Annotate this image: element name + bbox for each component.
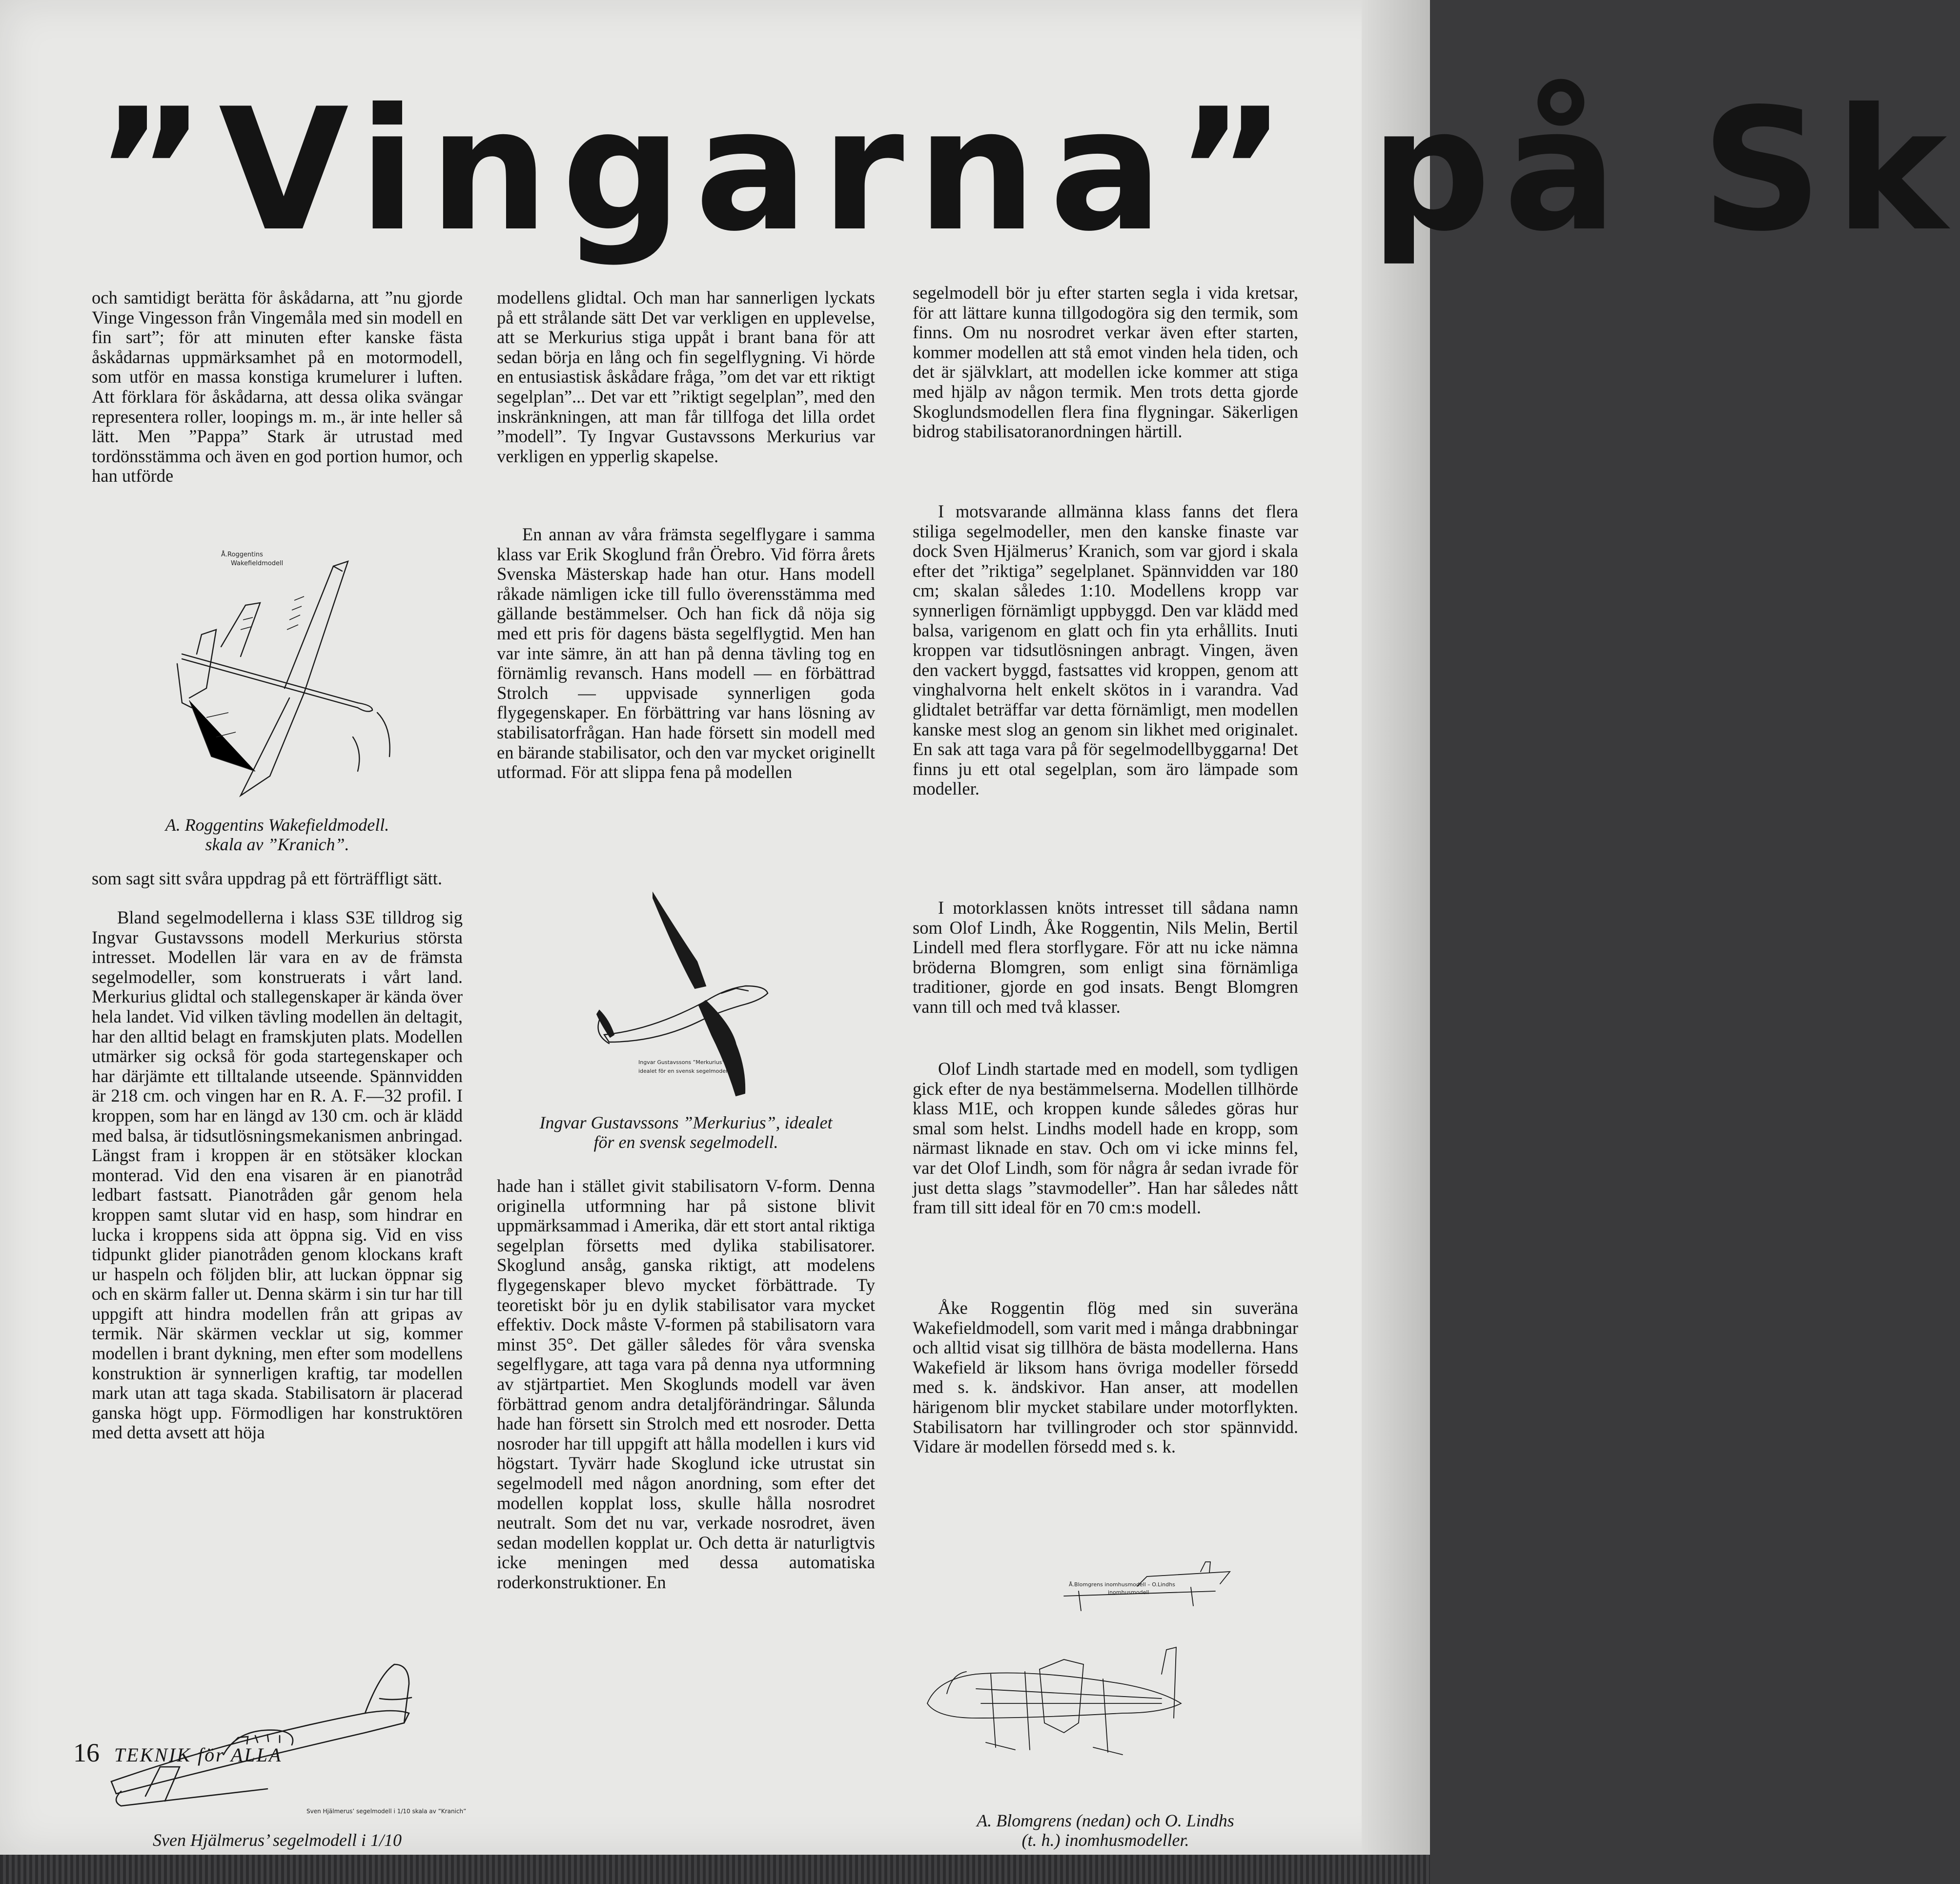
roggentin-wakefield-sketch: [143, 542, 426, 800]
merkurius-segelmodell-sketch: [580, 888, 795, 1103]
figure-caption-line: för en svensk segelmodell.: [593, 1132, 778, 1152]
paragraph: I motsvarande allmänna klass fanns det flera stiliga segelmodeller, men den kanske finaste var dock Sven Hjälmerus’ Kranich, som var gjord i skala efter det ”riktiga” segelplanet. Spännvidden var 180 cm; skalan således 1:10. Modellens kropp var synnerligen förnämligt uppbyggd. Den var klädd med balsa, varigenom en glatt och fin yta erhållits. Inuti kroppen var tidsutlösningen anbragt. Vingen, även den vackert byggd, fastsattes vid kroppen, genom att vinghalvorna helt enkelt skötos in i varandra. Vad glidtalet beträffar var detta förnämligt, men modellen kanske mest slog an genom sin likhet med originalet. En sak att taga vara på för segelmodellbyggarna! Det finns ju ett otal segelplan, som äro lämpade som modeller.: [913, 501, 1298, 799]
headline: ”Vingarna” på Sk: [95, 73, 1960, 268]
figure-caption-line: skala av ”Kranich”.: [205, 835, 349, 854]
page-footer: [73, 1738, 282, 1767]
paragraph: Bland segelmodellerna i klass S3E tilldrog sig Ingvar Gustavssons modell Merkurius största intresset. Modellen lär vara en av de främsta segelmodeller, som konstruerats i vårt land. Merkurius glidtal och stallegenskaper är kända över hela landet. Vid vilken tävling modellen än deltagit, har den alltid belagt en framskjuten plats. Modellen utmärker sig också för goda startegenskaper och har därjämte ett tilltalande utseende. Spännvidden är 218 cm. och vingen har en R. A. F.—32 profil. I kroppen, som har en längd av 130 cm. och är klädd med balsa, är tidsutlösningsmekanismen anbringad. Längst fram i kroppen är en stötsäker klockan monterad. Vid den ena visaren är en pianotråd ledbart fastsatt. Pianotråden går genom hela kroppen samt slutar vid en hasp, som hindrar en lucka i kroppens sida att öppna sig. Vid en viss tidpunkt glider pianotråden genom klockans kraft ur haspeln och följden blir, att luckan öppnar sig och en skärm faller ut. Denna skärm i sin tur har till uppgift att hindra modellen från att gripas av termik. När skärmen vecklar ut sig, kommer modellen i brant dykning, men efter som modellens konstruktion är synnerligen kraftig, tar modellen mark utan att taga skada. Stabilisatorn är placerad ganska högt upp. Förmodligen har konstruktören med detta avsett att höja: [92, 907, 463, 1443]
magazine-name: TEKNIK för ALLA: [114, 1744, 283, 1766]
figure-caption-line: A. Blomgrens (nedan) och O. Lindhs: [977, 1811, 1234, 1830]
figure-caption-line: A. Roggentins Wakefieldmodell.: [165, 815, 389, 835]
sketch-label: Sven Hjälmerus’ segelmodell i 1/10 skala av ”Kranich”: [306, 1808, 467, 1815]
figure-caption-line: (t. h.) inomhusmodeller.: [1021, 1830, 1189, 1850]
paragraph: modellens glidtal. Och man har sannerligen lyckats på ett strålande sätt Det var verkligen en upplevelse, att se Merkurius stiga uppåt i brant bana för att sedan börja en lång och fin segelflygning. Vi hörde en entusiastisk åskådare fråga, ”om det var ett riktigt segelplan”... Det var ett ”riktigt segelplan”, med den inskränkningen, att man får tillfoga det lilla ordet ”modell”. Ty Ingvar Gustavssons Merkurius var verkligen en ypperlig skapelse.: [497, 287, 875, 466]
sketch-label: Ingvar Gustavssons ”Merkurius”: [638, 1059, 725, 1065]
paragraph: I motorklassen knöts intresset till sådana namn som Olof Lindh, Åke Roggentin, Nils Melin, Bertil Lindell med flera storflygare. För att nu icke nämna bröderna Blomgren, som enligt sina förnämliga traditioner, gjorde en god insats. Bengt Blomgren vann till och med två klasser.: [913, 898, 1298, 1017]
paragraph: som sagt sitt svåra uppdrag på ett förträffligt sätt.: [92, 868, 443, 888]
sketch-label: Å.Blomgrens inomhusmodell – O.Lindhs: [1069, 1581, 1175, 1588]
figure-caption-line: Ingvar Gustavssons ”Merkurius”, idealet: [539, 1113, 833, 1132]
blomgren-lindh-inomhus-sketch: [918, 1557, 1288, 1801]
figure-caption: [487, 1113, 885, 1152]
sketch-label: idealet för en svensk segelmodell: [638, 1068, 729, 1074]
figure-caption: [92, 815, 463, 854]
facing-page-edge: [1362, 0, 1430, 1855]
figure-caption-line: Sven Hjälmerus’ segelmodell i 1/10: [153, 1830, 402, 1850]
paragraph: Åke Roggentin flög med sin suveräna Wakefieldmodell, som varit med i många drabbningar och alltid visat sig tillhöra de bästa modellerna. Hans Wakefield är liksom hans övriga modeller försedd med s. k. ändskivor. Han anser, att modellen härigenom blir mycket stabilare under motorflykten. Stabilisatorn har tvillingroder och stor spännvidd. Vidare är modellen försedd med s. k.: [913, 1298, 1298, 1457]
scanner-background: [0, 1855, 1430, 1884]
paragraph: segelmodell bör ju efter starten segla i vida kretsar, för att lättare kunna tillgodogöra sig den termik, som finns. Om nu nosrodret verkar även efter starten, kommer modellen att stå emot vinden hela tiden, och det är självklart, att modellen icke kommer att stiga med hjälp av någon termik. Men trots detta gjorde Skoglundsmodellen flera fina flygningar. Säkerligen bidrog stabilisatoranordningen härtill.: [913, 283, 1298, 442]
paragraph: hade han i stället givit stabilisatorn V-form. Denna originella utformning har på sistone blivit uppmärksammad i Amerika, där ett stort antal riktiga segelplan försetts med dylika stabilisatorer. Skoglund ansåg, ganska riktigt, att modelens flygegenskaper blevo mycket förbättrade. Ty teoretiskt bör ju en dylik stabilisator vara mycket effektiv. Dock måste V-formen på stabilisatorn vara minst 35°. Det gäller således för våra svenska segelflygare, att taga vara på denna nya utformning av stjärtpartiet. Men Skoglunds modell var även förbättrad genom andra detaljförändringar. Sålunda hade han försett sin Strolch med ett nosroder. Detta nosroder har till uppgift att hålla modellen i kurs vid högstart. Tyvärr hade Skoglund icke utrustat sin segelmodell med någon anordning, som efter det modellen kopplat loss, skulle hålla nosrodret neutralt. Som det nu var, verkade nosrodret, även sedan modellen kopplat ur. Och detta är naturligtvis icke meningen med dessa automatiska roderkonstruktioner. En: [497, 1176, 875, 1592]
paragraph: En annan av våra främsta segelflygare i samma klass var Erik Skoglund från Örebro. Vid förra årets Svenska Mästerskap hade han otur. Hans modell råkade nämligen icke till fullo överensstämma med gällande bestämmelser. Och han fick då nöja sig med ett pris för dagens bästa segelflygtid. Men han var inte sämre, än att han på denna tävling tog en förnämlig revansch. Hans modell — en förbättrad Strolch — uppvisade synnerligen goda flygegenskaper. En förbättring var hans lösning av stabilisatorfrågan. Han hade försett sin modell med en bärande stabilisator, och den var mycket originellt utformad. För att slippa fena på modellen: [497, 524, 875, 782]
page-number: 16: [73, 1738, 100, 1767]
paragraph: och samtidigt berätta för åskådarna, att ”nu gjorde Vinge Vingesson från Vingemåla med sin modell en fin sart”; för att minuten efter kanske fästa åskådarnas uppmärksamhet på en motormodell, som utför en massa konstiga krumelurer i luften. Att förklara för åskådarna, att dessa olika svängar representera roller, loopings m. m., är inte heller så lätt. Men ”Pappa” Stark är utrustad med tordönsstämma och även en god portion humor, och han utförde: [92, 287, 463, 486]
figure-caption: [92, 1830, 463, 1850]
paragraph: Olof Lindh startade med en modell, som tydligen gick efter de nya bestämmelserna. Modellen tillhörde klass M1E, och kroppen kunde således göras hur smal som helst. Lindhs modell hade en kropp, som närmast liknade en stav. Och om vi icke minns fel, var det Olof Lindh, som för några år sedan ivrade för just detta slags ”stavmodeller”. Han har således nått fram till sitt ideal för en 70 cm:s modell.: [913, 1059, 1298, 1218]
sketch-label: inomhusmodell: [1108, 1589, 1149, 1596]
sketch-label: Wakefieldmodell: [231, 560, 284, 567]
sketch-label: Å.Roggentins: [221, 551, 263, 558]
figure-caption: [913, 1811, 1298, 1850]
